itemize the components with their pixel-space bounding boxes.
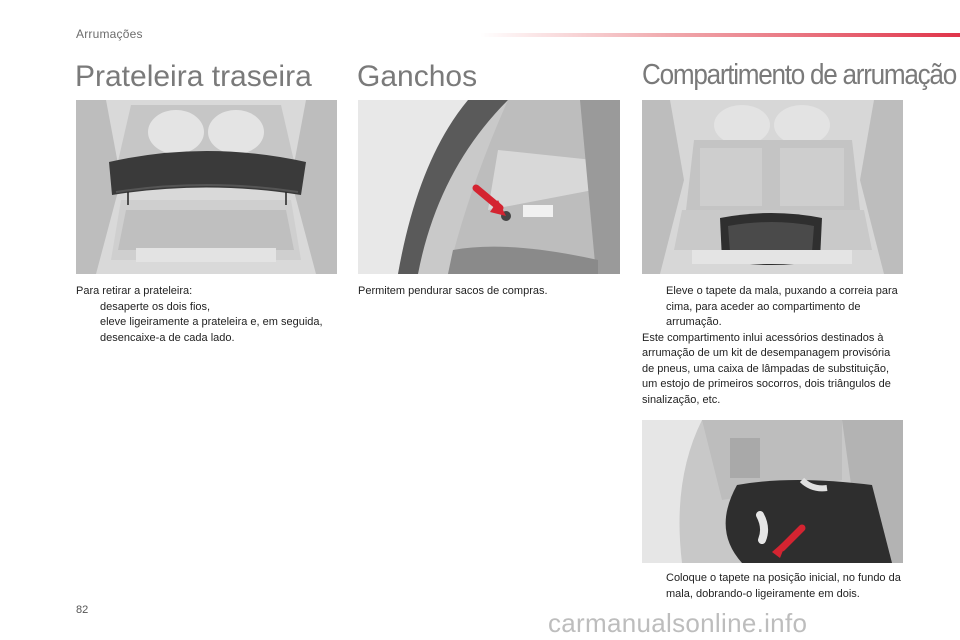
hooks-text: Permitem pendurar sacos de compras. — [358, 285, 548, 297]
rear-shelf-bullet-1 — [76, 300, 336, 316]
rear-shelf-instructions — [76, 284, 336, 346]
boot-mat-instructions — [642, 571, 904, 602]
page-number: 82 — [76, 604, 89, 616]
title-rear-shelf: Prateleira traseira — [75, 60, 312, 93]
hooks-photo — [358, 100, 620, 274]
boot-mat-bullet-1-text: Coloque o tapete na posição inicial, no fundo da mala, dobrando-o ligeiramente em dois. — [666, 572, 901, 600]
boot-mat-photo — [642, 420, 903, 563]
rear-shelf-photo — [76, 100, 337, 274]
section-label: Arrumações — [76, 27, 143, 41]
storage-bullet-1 — [642, 284, 904, 331]
watermark: carmanualsonline.info — [548, 608, 808, 638]
rear-shelf-intro: Para retirar a prateleira: — [76, 285, 193, 297]
rear-shelf-bullet-2-text: eleve ligeiramente a prateleira e, em seguida, desencaixe-a de cada lado. — [100, 316, 323, 344]
title-hooks: Ganchos — [357, 60, 478, 93]
storage-paragraph: Este compartimento inlui acessórios destinados à arrumação de um kit de desempanagem provisória de pneus, uma caixa de lâmpadas de substituição, um estojo de primeiros socorros, dois triângulos de sinalização, etc. — [642, 331, 891, 406]
boot-mat-bullet-1 — [642, 571, 904, 602]
header-rule — [480, 33, 960, 37]
storage-instructions — [642, 284, 904, 408]
title-storage-compartment: Compartimento de arrumação — [642, 59, 956, 91]
storage-compartment-photo — [642, 100, 903, 274]
rear-shelf-bullet-1-text: desaperte os dois fios, — [100, 300, 211, 313]
storage-bullet-1-text: Eleve o tapete da mala, puxando a correia para cima, para aceder ao compartimento de arrumação. — [666, 285, 898, 328]
hooks-description — [358, 284, 620, 300]
rear-shelf-bullet-2 — [76, 315, 336, 346]
